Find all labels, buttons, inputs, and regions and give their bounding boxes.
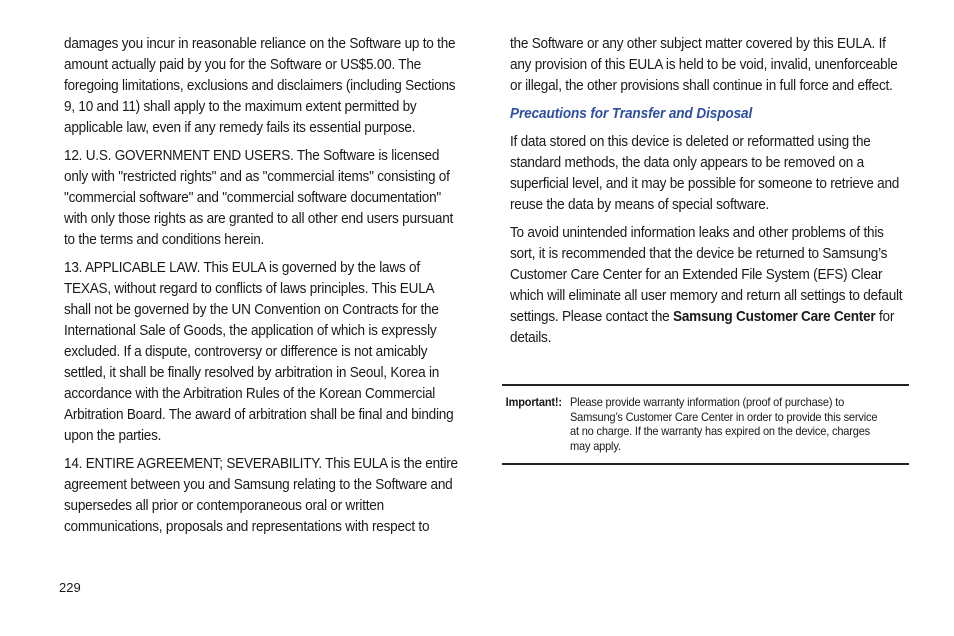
paragraph-entire-agreement: 14. ENTIRE AGREEMENT; SEVERABILITY. This EULA is the entire agreement between you and Samsung relating to the Software and supersedes all prior or contemporaneous oral or written communications, proposals and representations with respect to <box>64 456 458 535</box>
left-column <box>64 34 460 545</box>
paragraph-applicable-law: 13. APPLICABLE LAW. This EULA is governed by the laws of TEXAS, without regard to conflicts of laws principles. This EULA shall not be governed by the UN Convention on Contracts for the International Sale of Goods, the application of which is expressly excluded. If a dispute, controversy or difference is not amicably settled, it shall be finally resolved by arbitration in Seoul, Korea in accordance with the Arbitration Rules of the Korean Commercial Arbitration Board. The award of arbitration shall be final and binding upon the parties. <box>64 260 454 444</box>
paragraph-avoid-leaks-text: To avoid unintended information leaks and other problems of this sort, it is recommended that the device be returned to Samsung’s Customer Care Center for an Extended File System (EFS) Clear which will eliminate all user memory and return all settings to default settings. Please contact the <box>510 225 903 325</box>
section-heading-precautions: Precautions for Transfer and Disposal <box>510 106 753 122</box>
important-note-text: Please provide warranty information (proof of purchase) to Samsung’s Customer Care Center in order to provide this service at no charge. If the warranty has expired on the device, charges may apply. <box>570 395 878 453</box>
paragraph-damages: damages you incur in reasonable reliance on the Software up to the amount actually paid by you for the Software or US$5.00. The foregoing limitations, exclusions and disclaimers (including Sections 9, 10 and 11) shall apply to the maximum extent permitted by applicable law, even if any remedy fails its essential purpose. <box>64 36 456 136</box>
paragraph-avoid-leaks-end: for details. <box>510 309 895 346</box>
paragraph-avoid-leaks <box>510 223 908 349</box>
paragraph-data-deletion: If data stored on this device is deleted or reformatted using the standard methods, the data only appears to be removed on a superficial level, and it may be possible for someone to retrieve and reuse the data by means of special software. <box>510 134 900 213</box>
page-number: 229 <box>59 580 81 595</box>
paragraph-severability-continued: the Software or any other subject matter covered by this EULA. If any provision of this EULA is held to be void, invalid, unenforceable or illegal, the other provisions shall continue in full force and effect. <box>510 36 898 94</box>
customer-care-center-emphasis: Samsung Customer Care Center <box>673 309 876 325</box>
important-note-box <box>502 384 909 465</box>
important-note-label: Important!: <box>505 395 562 409</box>
paragraph-government-end-users: 12. U.S. GOVERNMENT END USERS. The Software is licensed only with "restricted rights" and as "commercial items" consisting of "commercial software" and "commercial software documentation" with only those rights as are granted to all other end users pursuant to the terms and conditions herein. <box>64 148 454 248</box>
right-column <box>510 34 908 356</box>
